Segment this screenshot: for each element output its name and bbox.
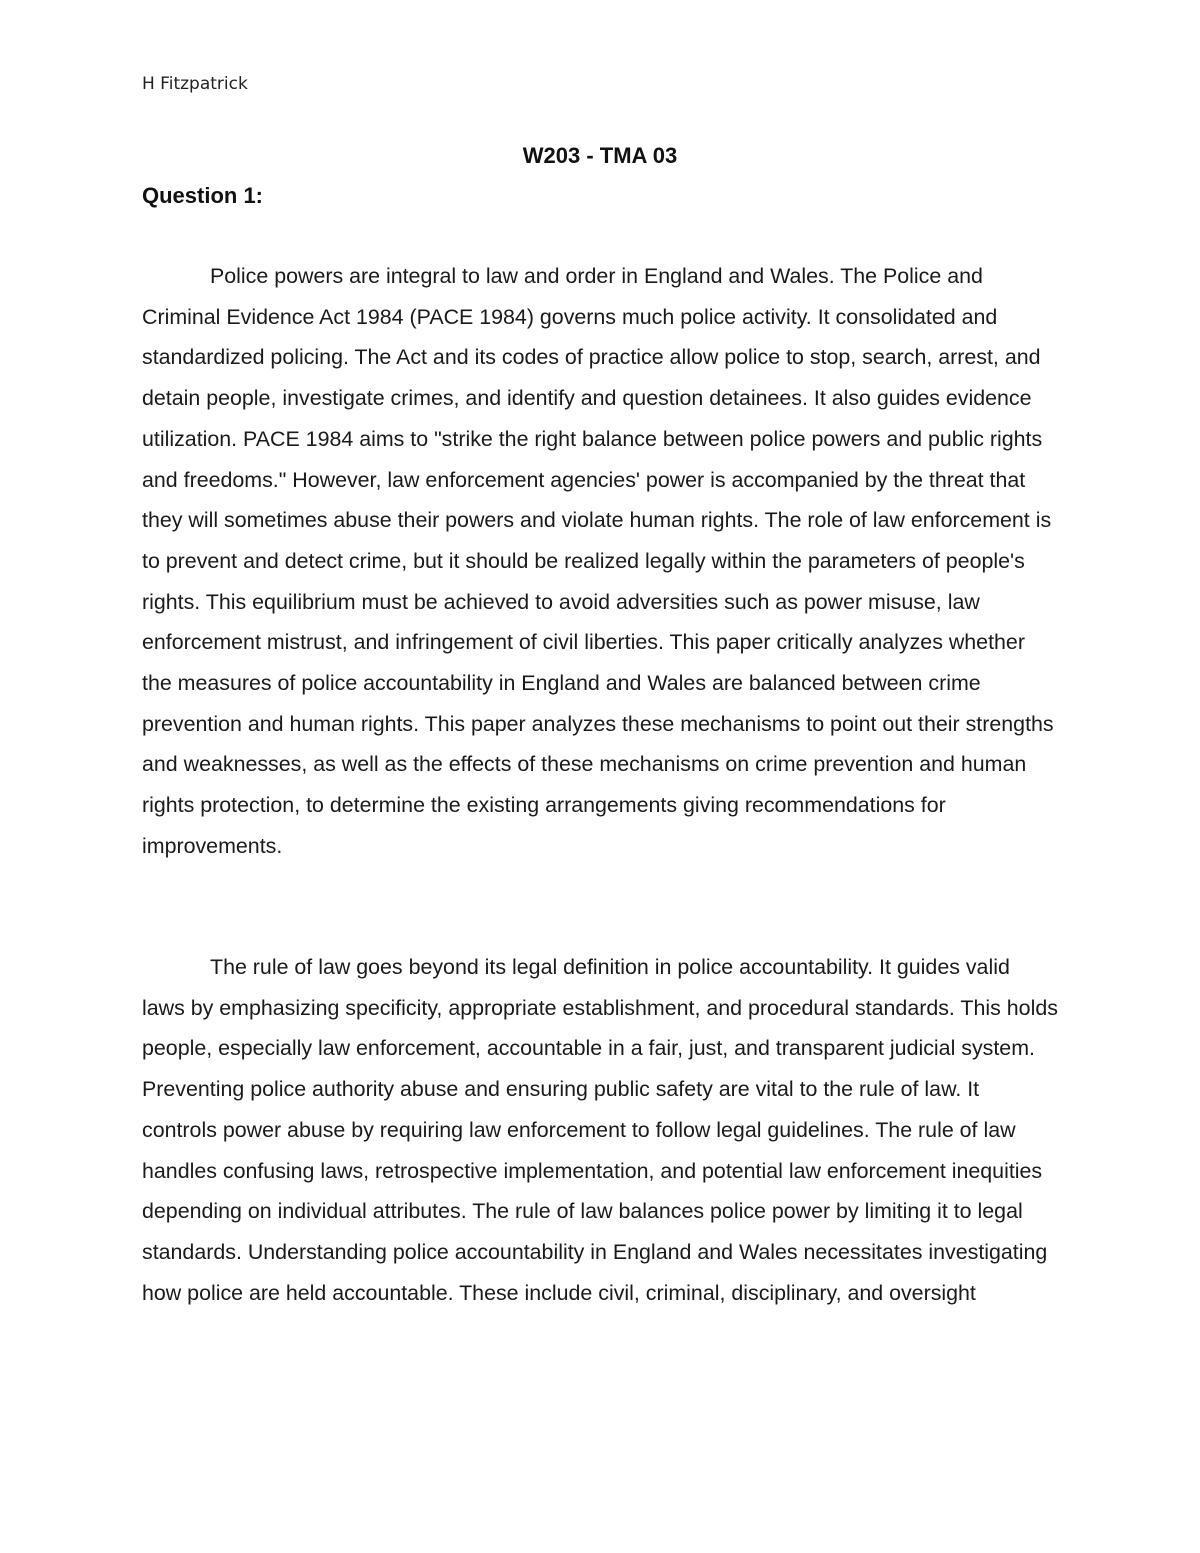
- question-heading: Question 1:: [142, 183, 264, 208]
- author-header: H Fitzpatrick: [142, 74, 248, 94]
- body-paragraph: The rule of law goes beyond its legal definition in police accountability. It guides valid laws by emphasizing specificity, appropriate establishment, and procedural standards. This holds people, especially law enforcement, accountable in a fair, just, and transparent judicial system. Preventing police authority abuse and ensuring public safety are vital to the rule of law. It controls power abuse by requiring law enforcement to follow legal guidelines. The rule of law handles confusing laws, retrospective implementation, and potential law enforcement inequities depending on individual attributes. The rule of law balances police power by limiting it to legal standards. Understanding police accountability in England and Wales necessitates investigating how police are held accountable. These include civil, criminal, disciplinary, and oversight: [142, 955, 1058, 1305]
- document-title: W203 - TMA 03: [522, 143, 678, 168]
- body-paragraph: Police powers are integral to law and order in England and Wales. The Police and Criminal Evidence Act 1984 (PACE 1984) governs much police activity. It consolidated and standardized policing. The Act and its codes of practice allow police to stop, search, arrest, and detain people, investigate crimes, and identify and question detainees. It also guides evidence utilization. PACE 1984 aims to "strike the right balance between police powers and public rights and freedoms." However, law enforcement agencies' power is accompanied by the threat that they will sometimes abuse their powers and violate human rights. The role of law enforcement is to prevent and detect crime, but it should be realized legally within the parameters of people's rights. This equilibrium must be achieved to avoid adversities such as power misuse, law enforcement mistrust, and infringement of civil liberties. This paper critically analyzes whether the measures of police accountability in England and Wales are balanced between crime prevention and human rights. This paper analyzes these mechanisms to point out their strengths and weaknesses, as well as the effects of these mechanisms on crime prevention and human rights protection, to determine the existing arrangements giving recommendations for improvements.: [142, 264, 1054, 858]
